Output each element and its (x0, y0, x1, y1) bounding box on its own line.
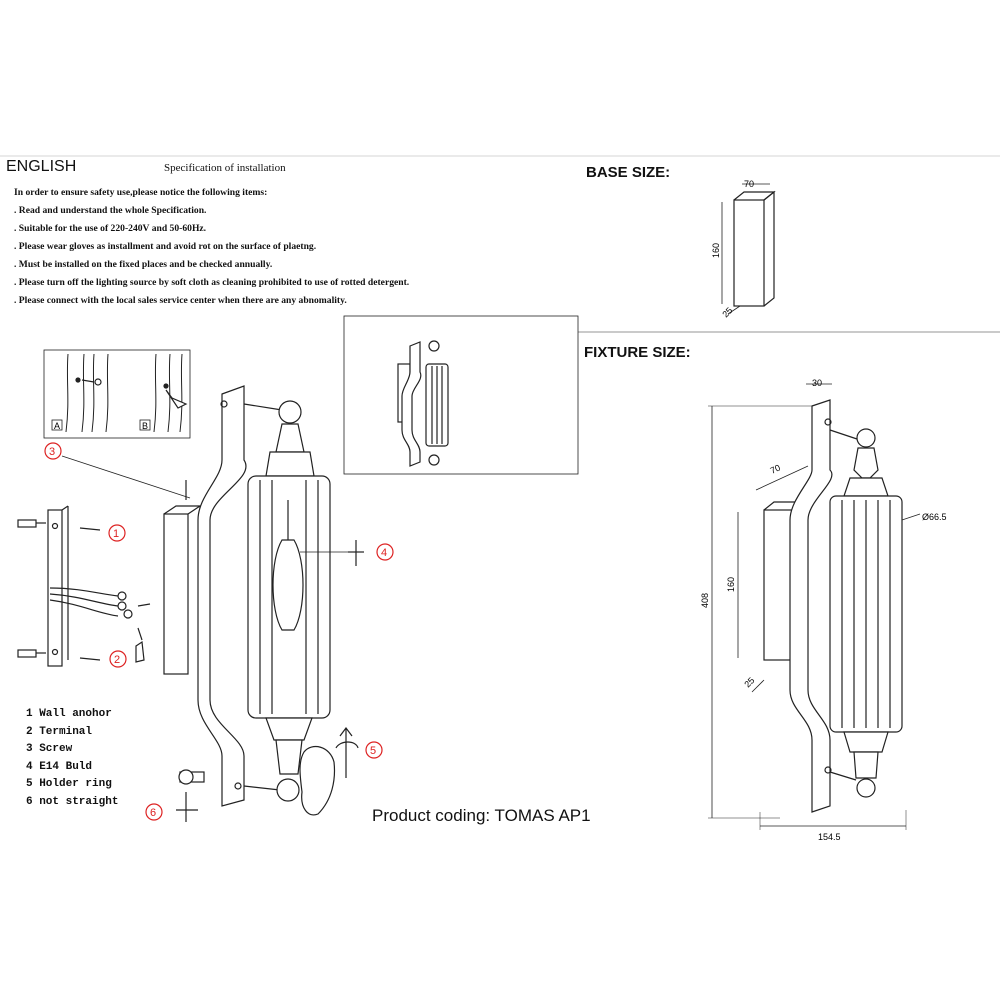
note-line: . Please wear gloves as installment and avoid rot on the surface of plaetng. (14, 241, 317, 252)
detail-b-label: B (142, 421, 149, 431)
legend-item: 1 Wall anohor (26, 708, 112, 720)
note-line: . Must be installed on the fixed places and be checked annually. (14, 259, 273, 270)
fixture-total-width-label: 154.5 (818, 832, 841, 842)
fixture-size-title: FIXTURE SIZE: (584, 344, 691, 361)
marker-1: 1 (113, 528, 120, 540)
marker-5: 5 (370, 745, 377, 757)
spec-title: Specification of installation (164, 162, 286, 174)
base-size-title: BASE SIZE: (586, 164, 671, 181)
legend-item: 6 not straight (26, 795, 119, 808)
fixture-top-width-label: 30 (812, 378, 823, 388)
base-height-label: 160 (711, 242, 721, 258)
fixture-arm-label: 70 (768, 462, 782, 476)
fixture-diameter-label: Ø66.5 (922, 512, 947, 522)
marker-4: 4 (381, 547, 388, 559)
base-width-label: 70 (744, 179, 755, 189)
detail-ab-box (44, 350, 190, 498)
fixture-size-drawing (708, 384, 920, 830)
marker-3: 3 (49, 446, 56, 458)
product-coding: Product coding: TOMAS AP1 (372, 806, 591, 825)
note-line: . Please turn off the lighting source by soft cloth as cleaning prohibited to use of rotted detergent. (14, 277, 410, 288)
detail-a-label: A (54, 421, 61, 431)
installation-main (18, 386, 364, 822)
legend-item: 3 Screw (26, 743, 73, 755)
note-line: . Read and understand the whole Specification. (14, 205, 207, 216)
reference-inset (344, 316, 578, 474)
legend-item: 4 E14 Buld (26, 760, 93, 773)
marker-2: 2 (114, 654, 121, 666)
legend-item: 5 Holder ring (26, 778, 112, 790)
note-line: . Please connect with the local sales service center when there are any abnomality. (14, 295, 347, 306)
base-depth-label: 25 (720, 305, 735, 320)
legend-item: 2 Terminal (26, 725, 93, 738)
language-heading: ENGLISH (6, 158, 77, 175)
fixture-base-depth-label: 25 (742, 675, 757, 690)
marker-6: 6 (150, 807, 157, 819)
note-line: . Suitable for the use of 220-240V and 50-60Hz. (14, 223, 207, 234)
fixture-total-height-label: 408 (700, 592, 710, 608)
base-size-box (722, 184, 774, 314)
note-line: In order to ensure safety use,please notice the following items: (14, 187, 268, 198)
fixture-base-height-label: 160 (726, 576, 736, 592)
